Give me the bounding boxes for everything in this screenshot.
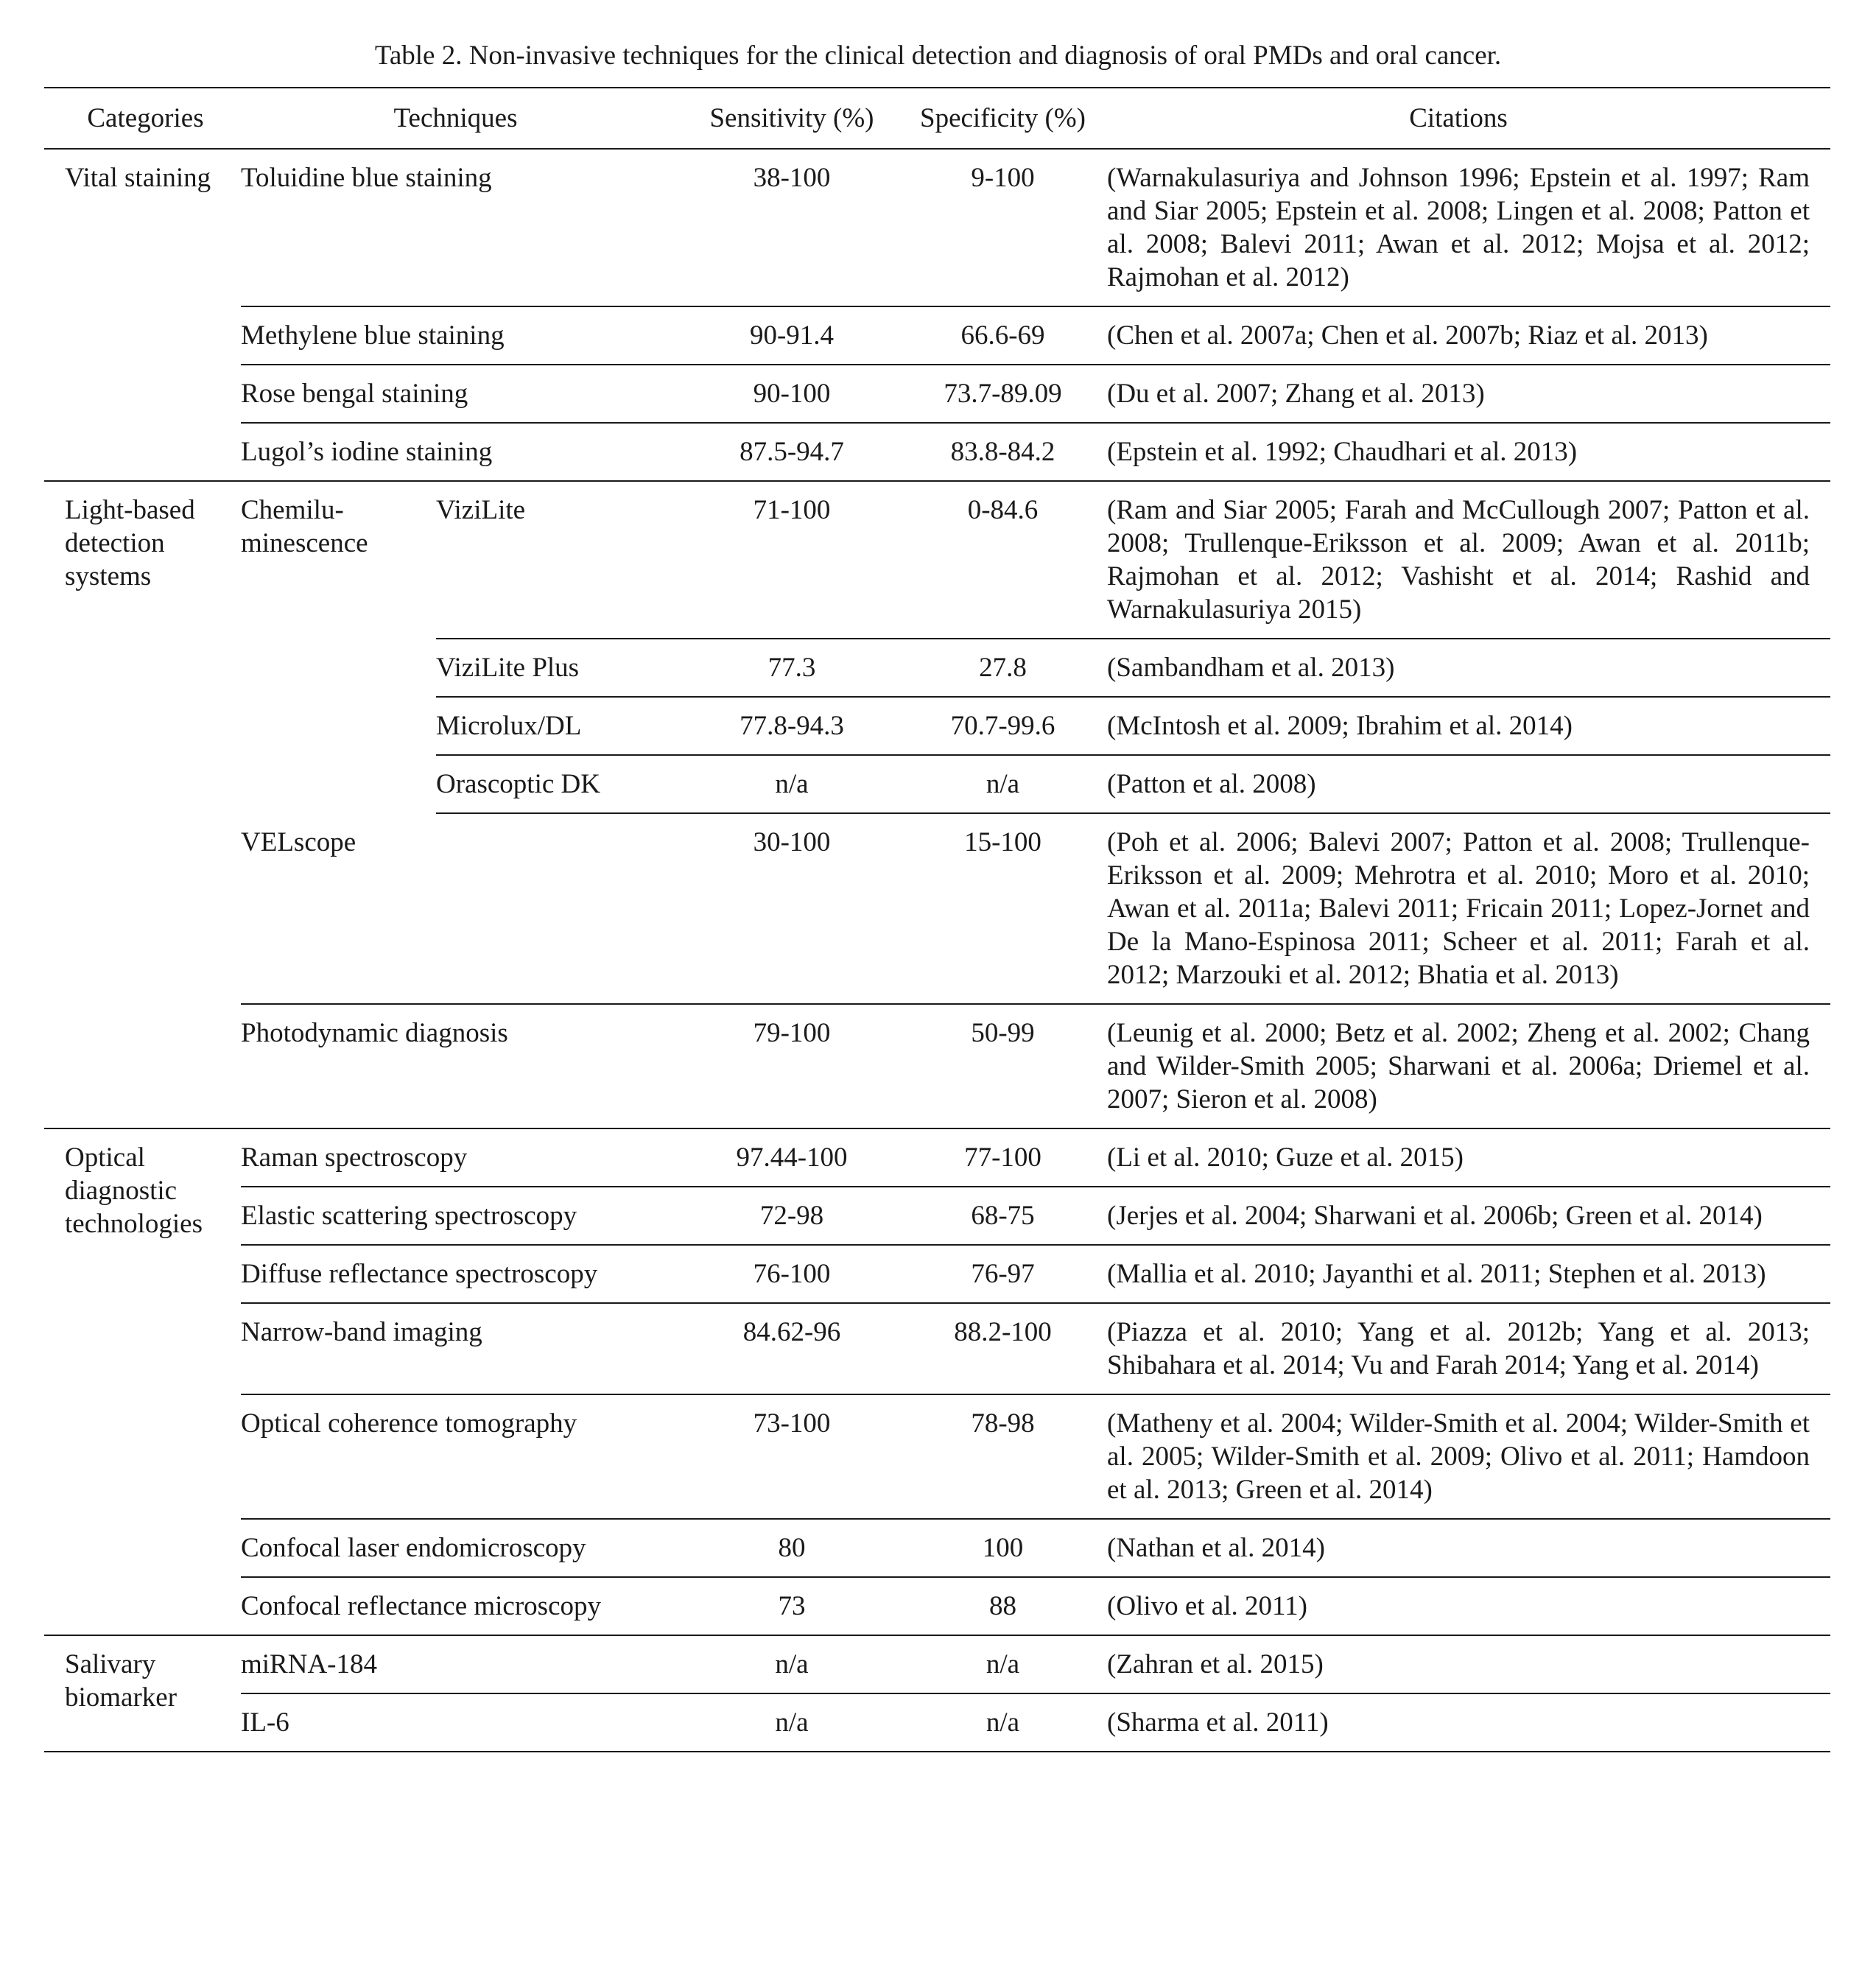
specificity-cell: 88.2-100 [913,1303,1107,1394]
technique-cell: Methylene blue staining [241,306,685,365]
sensitivity-cell: 72-98 [685,1187,913,1245]
citations-cell: (Du et al. 2007; Zhang et al. 2013) [1107,365,1830,423]
table-row [44,1693,1830,1752]
citations-cell: (Epstein et al. 1992; Chaudhari et al. 2013) [1107,423,1830,481]
citations-cell: (Mallia et al. 2010; Jayanthi et al. 2011; Stephen et al. 2013) [1107,1245,1830,1303]
specificity-cell: 15-100 [913,813,1107,1004]
table-caption: Table 2. Non-invasive techniques for the clinical detection and diagnosis of oral PMDs and oral cancer. [374,41,1502,71]
technique-cell: Optical coherence tomography [241,1394,685,1519]
table-row [44,1128,1830,1187]
technique-cell: Diffuse reflectance spectroscopy [241,1245,685,1303]
technique-cell: Photodynamic diagnosis [241,1004,685,1128]
citations-cell: (McIntosh et al. 2009; Ibrahim et al. 2014) [1107,697,1830,755]
sensitivity-cell: 79-100 [685,1004,913,1128]
specificity-cell: 76-97 [913,1245,1107,1303]
citations-cell: (Nathan et al. 2014) [1107,1519,1830,1577]
sensitivity-cell: 90-100 [685,365,913,423]
specificity-cell: 66.6-69 [913,306,1107,365]
specificity-cell: 50-99 [913,1004,1107,1128]
technique-cell: ViziLite [436,481,685,639]
specificity-cell: n/a [913,1635,1107,1693]
citations-cell: (Jerjes et al. 2004; Sharwani et al. 2006b; Green et al. 2014) [1107,1187,1830,1245]
citations-cell: (Sambandham et al. 2013) [1107,639,1830,697]
specificity-cell: n/a [913,755,1107,813]
citations-cell: (Li et al. 2010; Guze et al. 2015) [1107,1128,1830,1187]
sensitivity-cell: 90-91.4 [685,306,913,365]
specificity-cell: 83.8-84.2 [913,423,1107,481]
citations-cell: (Leunig et al. 2000; Betz et al. 2002; Zheng et al. 2002; Chang and Wilder-Smith 2005; Sharwani et al. 2006a; Driemel et al. 2007; Sieron et al. 2008) [1107,1004,1830,1128]
header-techniques: Techniques [393,103,518,133]
table-row [44,1394,1830,1519]
specificity-cell: 100 [913,1519,1107,1577]
sensitivity-cell: 87.5-94.7 [685,423,913,481]
technique-cell: Confocal reflectance microscopy [241,1577,685,1635]
technique-cell: Raman spectroscopy [241,1128,685,1187]
sensitivity-cell: 38-100 [685,149,913,306]
header-row [44,88,1830,149]
technique-cell: Elastic scattering spectroscopy [241,1187,685,1245]
technique-cell: miRNA-184 [241,1635,685,1693]
specificity-cell: 73.7-89.09 [913,365,1107,423]
header-specificity: Specificity (%) [920,103,1086,133]
table-row [44,481,1830,639]
techniques-table [44,87,1830,1752]
specificity-cell: 77-100 [913,1128,1107,1187]
table-row [44,1004,1830,1128]
technique-cell: Orascoptic DK [436,755,685,813]
sensitivity-cell: n/a [685,1635,913,1693]
table-row [44,1519,1830,1577]
specificity-cell: 27.8 [913,639,1107,697]
category-cell: Salivary biomarker [44,1635,241,1752]
technique-cell: IL-6 [241,1693,685,1752]
specificity-cell: 88 [913,1577,1107,1635]
specificity-cell: 78-98 [913,1394,1107,1519]
category-cell: Light-based detection systems [44,481,241,1128]
citations-cell: (Olivo et al. 2011) [1107,1577,1830,1635]
sensitivity-cell: 77.8-94.3 [685,697,913,755]
table-row [44,1303,1830,1394]
sensitivity-cell: 71-100 [685,481,913,639]
specificity-cell: 70.7-99.6 [913,697,1107,755]
sensitivity-cell: 77.3 [685,639,913,697]
specificity-cell: 68-75 [913,1187,1107,1245]
sensitivity-cell: 30-100 [685,813,913,1004]
table-row [44,1577,1830,1635]
header-sensitivity: Sensitivity (%) [709,103,874,133]
specificity-cell: 0-84.6 [913,481,1107,639]
technique-cell: VELscope [241,813,685,1004]
table-row [44,306,1830,365]
technique-cell: Rose bengal staining [241,365,685,423]
technique-cell: Microlux/DL [436,697,685,755]
citations-cell: (Poh et al. 2006; Balevi 2007; Patton et al. 2008; Trullenque-Eriksson et al. 2009; Mehrotra et al. 2010; Moro et al. 2010; Awan et al. 2011a; Balevi 2011; Fricain 2011; Lopez-Jornet and De la Mano-Espinosa 2011; Scheer et al. 2011; Farah et al. 2012; Marzouki et al. 2012; Bhatia et al. 2013) [1107,813,1830,1004]
technique-cell: Narrow-band imaging [241,1303,685,1394]
citations-cell: (Piazza et al. 2010; Yang et al. 2012b; Yang et al. 2013; Shibahara et al. 2014; Vu and Farah 2014; Yang et al. 2014) [1107,1303,1830,1394]
citations-cell: (Sharma et al. 2011) [1107,1693,1830,1752]
table-row [44,1635,1830,1693]
citations-cell: (Chen et al. 2007a; Chen et al. 2007b; Riaz et al. 2013) [1107,306,1830,365]
citations-cell: (Matheny et al. 2004; Wilder-Smith et al. 2004; Wilder-Smith et al. 2005; Wilder-Smith et al. 2009; Olivo et al. 2011; Hamdoon et al. 2013; Green et al. 2014) [1107,1394,1830,1519]
sensitivity-cell: n/a [685,755,913,813]
citations-cell: (Patton et al. 2008) [1107,755,1830,813]
technique-cell: ViziLite Plus [436,639,685,697]
table-row [44,1245,1830,1303]
header-citations: Citations [1409,103,1508,133]
header-categories: Categories [87,103,204,133]
sensitivity-cell: 84.62-96 [685,1303,913,1394]
category-cell: Optical diagnostic technologies [44,1128,241,1635]
sensitivity-cell: 73 [685,1577,913,1635]
sensitivity-cell: 80 [685,1519,913,1577]
sensitivity-cell: 73-100 [685,1394,913,1519]
technique-cell: Toluidine blue staining [241,149,685,306]
category-cell: Vital staining [44,149,241,481]
table-row [44,1187,1830,1245]
technique-cell: Confocal laser endomicroscopy [241,1519,685,1577]
specificity-cell: n/a [913,1693,1107,1752]
citations-cell: (Zahran et al. 2015) [1107,1635,1830,1693]
table-row [44,365,1830,423]
sensitivity-cell: n/a [685,1693,913,1752]
sensitivity-cell: 76-100 [685,1245,913,1303]
technique-cell: Lugol’s iodine staining [241,423,685,481]
table-row [44,149,1830,306]
technique-group-cell: Chemilu-minescence [241,495,368,558]
citations-cell: (Ram and Siar 2005; Farah and McCullough 2007; Patton et al. 2008; Trullenque-Eriksson et al. 2009; Awan et al. 2011b; Rajmohan et al. 2012; Vashisht et al. 2014; Rashid and Warnakulasuriya 2015) [1107,481,1830,639]
table-row [44,813,1830,1004]
sensitivity-cell: 97.44-100 [685,1128,913,1187]
table-row [44,423,1830,481]
citations-cell: (Warnakulasuriya and Johnson 1996; Epstein et al. 1997; Ram and Siar 2005; Epstein et al. 2008; Lingen et al. 2008; Patton et al. 2008; Balevi 2011; Awan et al. 2012; Mojsa et al. 2012; Rajmohan et al. 2012) [1107,149,1830,306]
specificity-cell: 9-100 [913,149,1107,306]
